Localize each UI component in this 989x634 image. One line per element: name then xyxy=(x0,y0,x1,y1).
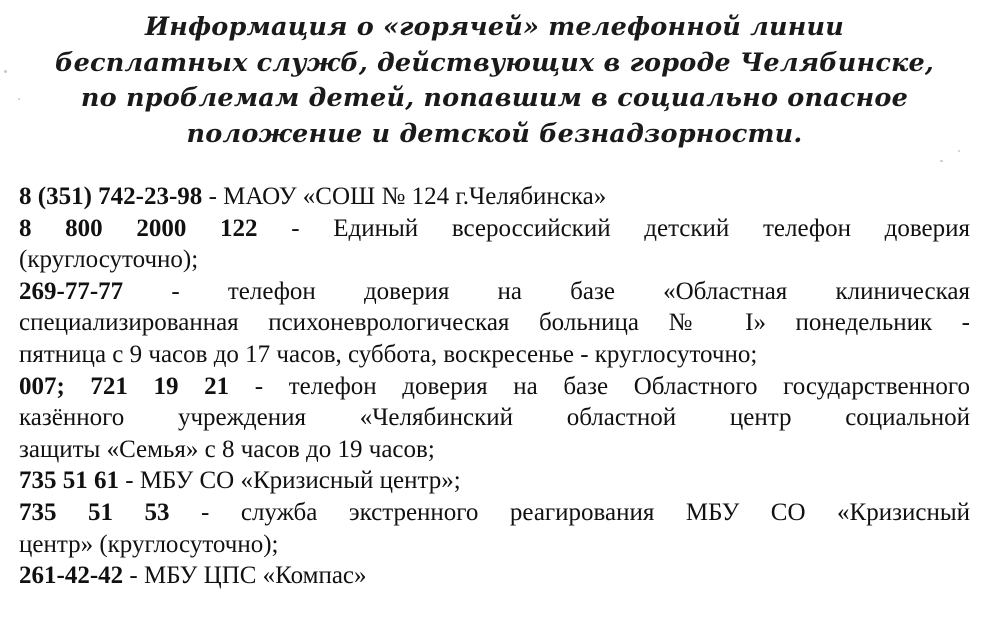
entry-description: - телефон доверия на базе «Областная клиническая xyxy=(123,277,970,305)
phone-number: 269-77-77 xyxy=(19,277,124,305)
title-line: Информация о «горячей» телефонной линии xyxy=(145,12,844,42)
hotline-entry-crisis-center xyxy=(19,465,970,497)
title-line: по проблемам детей, попавшим в социально опасное xyxy=(80,83,909,113)
title-line: положение и детской безнадзорности. xyxy=(186,118,803,149)
entry-description-continued: (круглосуточно); xyxy=(19,246,199,274)
scan-speck xyxy=(18,98,20,100)
entry-description-continued: центр» (круглосуточно); xyxy=(19,530,279,558)
scan-speck xyxy=(4,70,7,73)
phone-number: 8 800 2000 122 xyxy=(19,214,258,242)
phone-number: 007; 721 19 21 xyxy=(19,372,230,400)
hotline-list xyxy=(19,181,970,592)
document-title xyxy=(0,10,989,152)
entry-description-continued: специализированная психоневрологическая больница № I» понедельник - xyxy=(19,309,970,337)
phone-number: 735 51 61 xyxy=(19,467,119,495)
hotline-entry-emergency-response xyxy=(19,497,970,560)
phone-number: 735 51 53 xyxy=(19,498,170,526)
hotline-entry-family-center xyxy=(19,371,970,466)
hotline-entry-school-124 xyxy=(19,181,970,213)
phone-number: 8 (351) 742-23-98 xyxy=(19,183,203,210)
title-line: бесплатных служб, действующих в городе Челябинске, xyxy=(54,47,935,78)
hotline-entry-national-child-helpline xyxy=(19,213,970,276)
phone-number: 261-42-42 xyxy=(19,562,124,590)
entry-description: - служба экстренного реагирования МБУ СО «Кризисный xyxy=(169,498,970,526)
entry-description-continued: казённого учреждения «Челябинский областной центр социальной xyxy=(19,404,970,432)
hotline-entry-psychoneurological-hospital xyxy=(19,276,970,371)
entry-description: - МАОУ «СОШ № 124 г.Челябинска» xyxy=(202,183,607,210)
scan-speck xyxy=(940,160,943,162)
entry-description: - телефон доверия на базе Областного государственного xyxy=(229,372,970,400)
scan-speck xyxy=(958,150,960,152)
entry-description-continued: защиты «Семья» с 8 часов до 19 часов; xyxy=(19,435,435,463)
entry-description: - МБУ СО «Кризисный центр»; xyxy=(119,467,461,495)
entry-description: - Единый всероссийский детский телефон доверия xyxy=(257,214,970,242)
hotline-entry-kompas xyxy=(19,560,970,592)
entry-description-continued: пятница с 9 часов до 17 часов, суббота, воскресенье - круглосуточно; xyxy=(19,340,758,368)
entry-description: - МБУ ЦПС «Компас» xyxy=(123,562,367,590)
